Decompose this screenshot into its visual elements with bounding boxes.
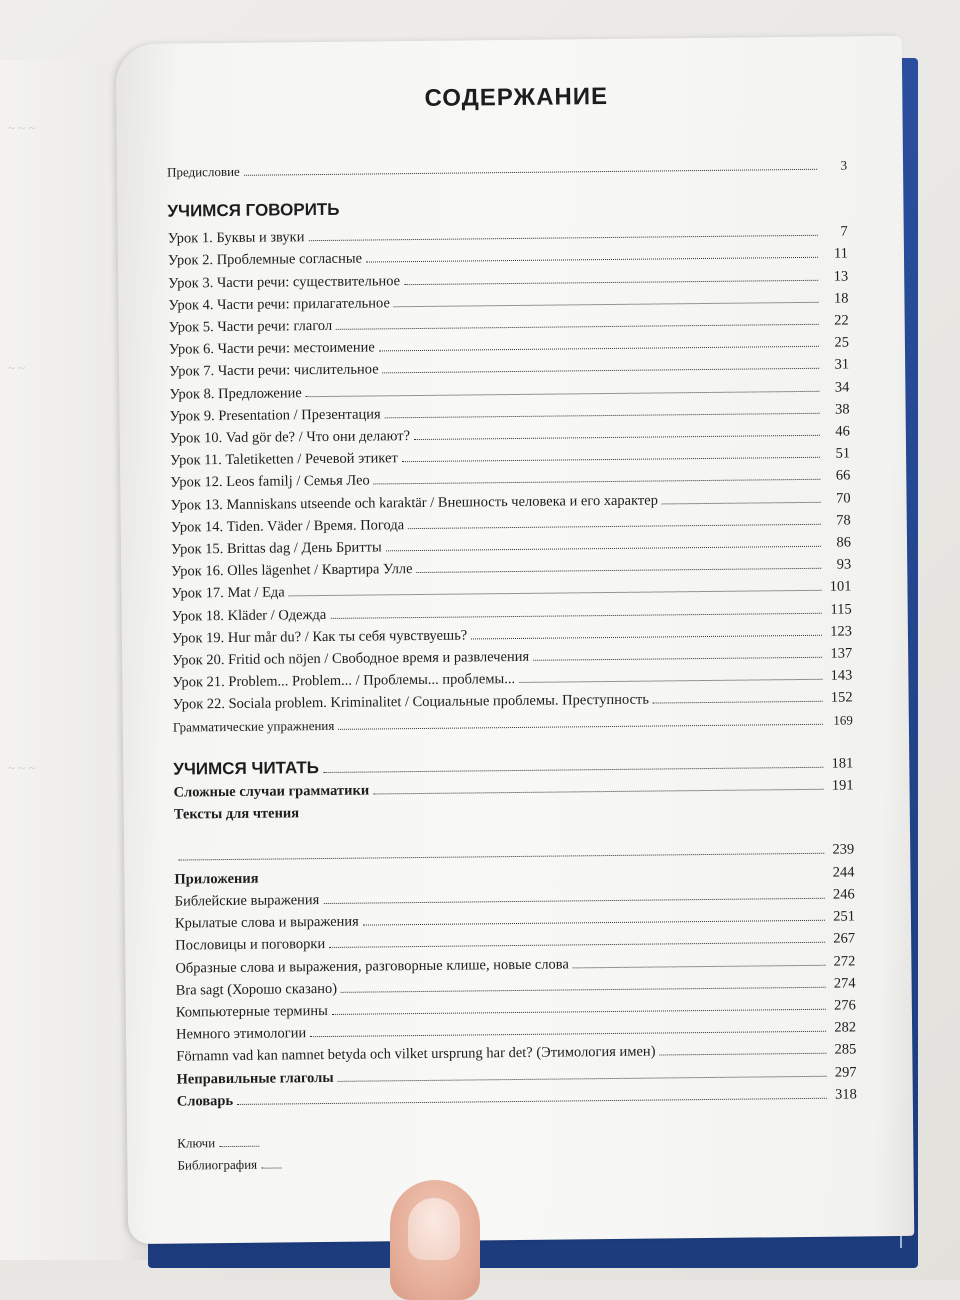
entry-page: 18: [833, 290, 849, 307]
dot-leader: [404, 278, 818, 284]
entry-label: Грамматические упражнения: [172, 717, 335, 735]
dot-leader: [408, 523, 821, 529]
bleed-through-text: ~ ~: [8, 360, 26, 375]
dot-leader: [417, 567, 822, 573]
entry-label: Крылатые слова и выражения: [174, 913, 359, 932]
entry-label: Урок 9. Presentation / Презентация: [169, 406, 381, 425]
entry-page: 282: [834, 1019, 857, 1036]
entry-page: 93: [836, 556, 852, 573]
entry-page: 3: [840, 157, 848, 173]
dot-leader: [336, 323, 819, 330]
entry-page: 191: [831, 777, 854, 794]
entry-page: 66: [835, 467, 851, 485]
entry-label: Bra sagt (Хорошо сказано): [175, 980, 338, 999]
entry-page: 101: [829, 578, 852, 596]
dot-leader: [653, 700, 823, 704]
dot-leader: [329, 941, 825, 948]
entry-label: Словарь: [176, 1092, 234, 1110]
entry-page: 25: [834, 334, 849, 351]
entry-label: Урок 3. Части речи: существительное: [168, 272, 401, 292]
entry-label: Урок 6. Части речи: местоимение: [168, 339, 375, 358]
entry-page: 34: [834, 379, 850, 396]
dot-leader: [533, 656, 822, 661]
dot-leader: [178, 852, 824, 861]
entry-page: 7: [840, 223, 848, 240]
entry-page: 78: [836, 512, 851, 529]
entry-page: 318: [834, 1086, 857, 1103]
entry-label: Förnamn vad kan namnet betyda och vilket ursprung har det? (Этимология имен): [176, 1043, 656, 1065]
entry-page: 274: [833, 975, 856, 992]
entry-page: 38: [835, 401, 850, 418]
dot-leader: [379, 345, 819, 352]
entry-page: 115: [830, 601, 852, 618]
entry-label: Неправильные глаголы: [176, 1069, 334, 1088]
toc-entry-preface: [167, 154, 847, 183]
dot-leader: [323, 897, 824, 904]
lessons-list: [168, 221, 853, 717]
book-page: [116, 36, 915, 1244]
entry-page: 285: [834, 1041, 857, 1058]
dot-leader: [383, 367, 820, 374]
entry-page: 297: [834, 1063, 857, 1081]
entry-page: 137: [830, 645, 853, 662]
entry-page: 123: [830, 623, 853, 640]
entry-page: 272: [833, 952, 856, 970]
entry-label: Урок 4. Части речи: прилагательное: [168, 295, 390, 314]
entry-label: Предисловие: [167, 163, 240, 180]
dot-leader: [330, 611, 821, 618]
entry-label: Урок 21. Problem... Problem... / Проблемы... проблемы...: [172, 671, 516, 691]
entry-page: 246: [832, 886, 855, 903]
entry-label: Ключи: [177, 1135, 216, 1151]
entry-label: Урок 20. Fritid och nöjen / Свободное время и развлечения: [172, 648, 530, 669]
dot-leader: [385, 412, 820, 419]
entry-page: 244: [832, 864, 855, 881]
dot-leader: [394, 301, 819, 307]
entry-page: 267: [833, 930, 856, 947]
bleed-through-text: ~ ~ ~: [8, 120, 36, 135]
fingernail: [408, 1198, 460, 1260]
entry-label: Урок 16. Olles lägenhet / Квартира Улле: [171, 561, 413, 580]
entry-label: Урок 15. Brittas dag / День Бритты: [170, 539, 382, 558]
entry-label: Урок 13. Manniskans utseende och karaktär / Внешность человека и его характер: [170, 492, 658, 514]
appendix-title: Приложения: [174, 870, 259, 888]
entry-label: Урок 1. Буквы и звуки: [167, 229, 305, 247]
entry-label: Урок 17. Mat / Еда: [171, 584, 285, 603]
dot-leader: [414, 434, 820, 440]
entry-page: 22: [834, 312, 849, 329]
entry-label: Компьютерные термины: [175, 1002, 328, 1021]
entry-page: 46: [835, 423, 850, 440]
entry-page: 70: [835, 490, 851, 507]
entry-label: Урок 22. Sociala problem. Kriminalitet / Социальные проблемы. Преступность: [172, 692, 650, 714]
dot-leader: [308, 234, 817, 241]
entry-page: 276: [834, 997, 856, 1014]
entry-label: Урок 8. Предложение: [169, 384, 302, 403]
entry-page: 251: [833, 908, 855, 925]
entry-label: Урок 19. Hur mår du? / Как ты себя чувствуешь?: [171, 627, 468, 647]
dot-leader: [374, 478, 821, 485]
dot-leader: [310, 1030, 826, 1037]
entry-page: 86: [836, 534, 852, 551]
entry-page: 152: [830, 689, 853, 707]
entry-page: 13: [833, 268, 849, 285]
entry-page: 169: [833, 712, 853, 728]
entry-label: Тексты для чтения: [173, 805, 300, 823]
entry-label: Урок 5. Части речи: глагол: [168, 317, 333, 336]
entry-label: Урок 10. Vad gör de? / Что они делают?: [169, 428, 411, 447]
entry-label: Урок 7. Части речи: числительное: [169, 361, 379, 381]
section-title-speaking: УЧИМСЯ ГОВОРИТЬ: [167, 200, 340, 221]
table-of-contents: [166, 81, 857, 1177]
dot-leader: [338, 1074, 827, 1081]
dot-leader: [519, 678, 822, 683]
dot-leader: [306, 389, 820, 396]
dot-leader: [289, 589, 822, 597]
entry-page: 181: [831, 755, 854, 772]
dot-leader: [219, 1145, 259, 1147]
dot-leader: [366, 256, 818, 263]
dot-leader: [323, 766, 823, 773]
entry-label: Немного этимологии: [176, 1025, 307, 1043]
entry-page: 239: [832, 841, 855, 859]
toc-title: СОДЕРЖАНИЕ: [424, 82, 609, 112]
dot-leader: [373, 788, 823, 795]
entry-label: Урок 12. Leos familj / Семья Лео: [170, 472, 370, 492]
entry-label: Урок 11. Taletiketten / Речевой этикет: [170, 450, 398, 469]
dot-leader: [237, 1096, 827, 1104]
entry-page: 11: [833, 245, 849, 263]
dot-leader: [662, 500, 821, 504]
entry-label: Урок 14. Tiden. Väder / Время. Погода: [170, 516, 405, 536]
entry-label: Урок 2. Проблемные согласные: [167, 250, 363, 270]
dot-leader: [332, 1008, 826, 1015]
entry-page: 143: [830, 667, 853, 684]
entry-label: Пословицы и поговорки: [175, 936, 326, 954]
dot-leader: [363, 919, 825, 926]
entry-page: 51: [835, 445, 851, 462]
section-title-reading: УЧИМСЯ ЧИТАТЬ: [173, 757, 320, 779]
dot-leader: [471, 634, 822, 640]
entry-label: Образные слова и выражения, разговорные клише, новые слова: [175, 955, 569, 977]
dot-leader: [341, 985, 826, 992]
entry-label: Библейские выражения: [174, 891, 320, 910]
entry-page: 31: [834, 356, 850, 374]
entry-label: Библиография: [177, 1156, 258, 1173]
entry-label: Урок 18. Kläder / Одежда: [171, 606, 327, 625]
bleed-through-text: ~ ~ ~: [8, 760, 36, 775]
dot-leader: [660, 1052, 827, 1056]
dot-leader: [261, 1167, 281, 1169]
dot-leader: [338, 722, 823, 729]
dot-leader: [386, 545, 821, 552]
appendix-list: [175, 883, 857, 1112]
dot-leader: [402, 456, 820, 462]
entry-label: Сложные случаи грамматики: [173, 782, 370, 801]
dot-leader: [244, 168, 817, 176]
dot-leader: [573, 963, 826, 968]
